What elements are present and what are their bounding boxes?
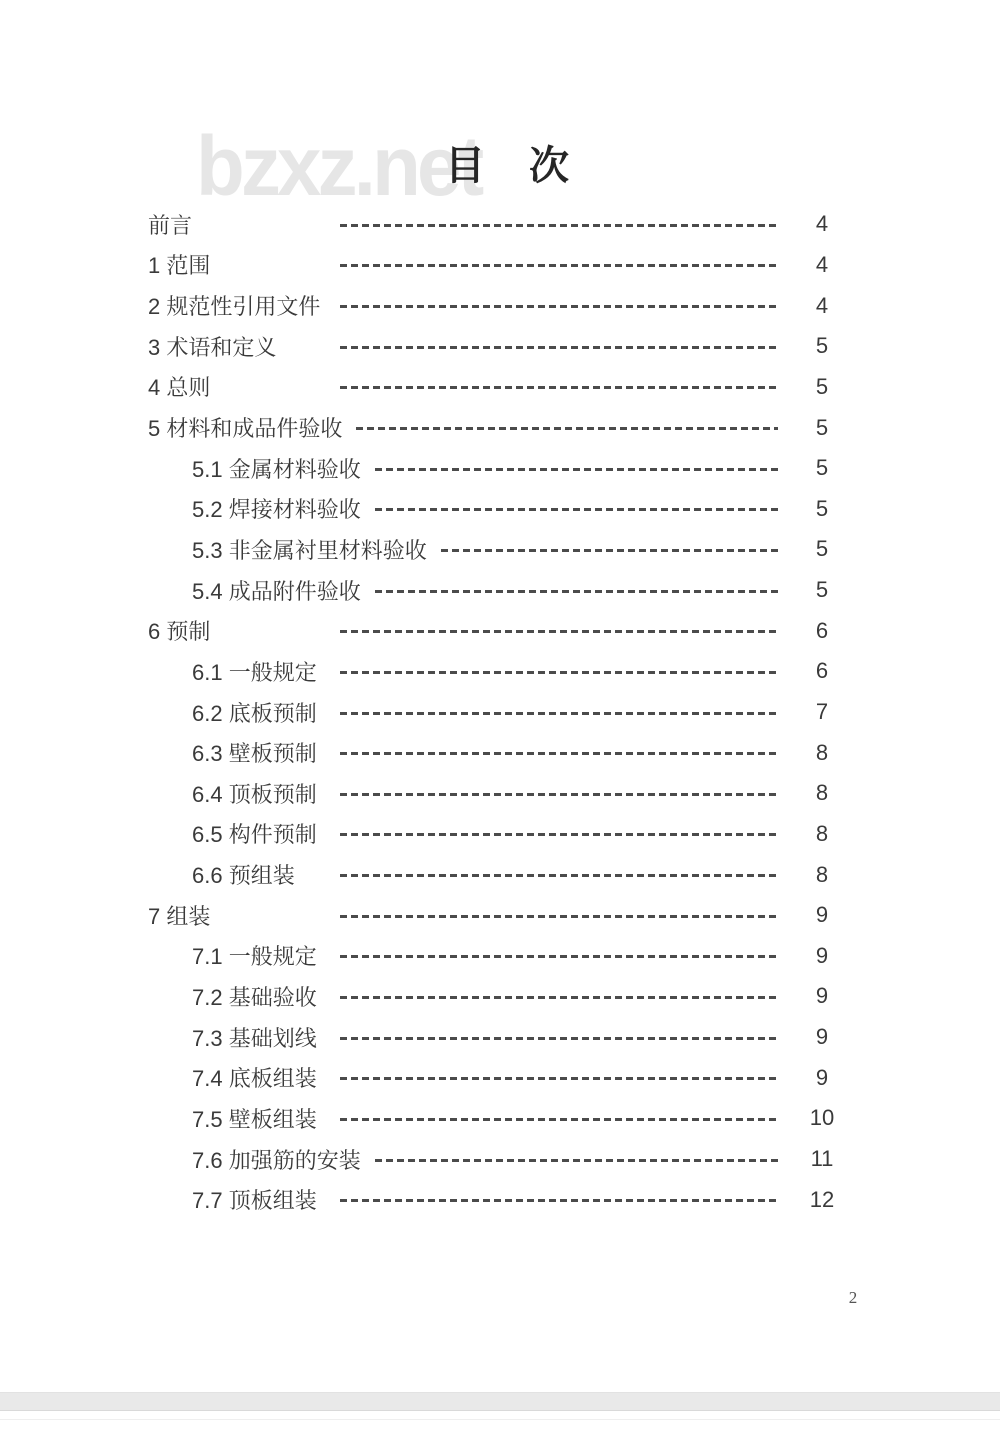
toc-entry: [148, 976, 852, 1017]
dotted-leader: [340, 671, 778, 674]
toc-entry: [148, 285, 852, 326]
toc-entry-label: 4 总则: [148, 375, 211, 401]
toc-entry: [148, 692, 852, 733]
dotted-leader: [340, 305, 778, 308]
dotted-leader: [340, 346, 778, 349]
dotted-leader: [340, 915, 778, 918]
toc-entry-label: 6.5 构件预制: [192, 822, 317, 848]
toc-entry-label: 6.4 顶板预制: [192, 781, 317, 807]
toc-entry: [148, 651, 852, 692]
dotted-leader: [340, 1037, 778, 1040]
toc-entry-label: 7 组装: [148, 903, 211, 929]
toc-entry: [148, 367, 852, 408]
toc-entry: [148, 326, 852, 367]
toc-entry-page: 5: [815, 333, 829, 359]
toc-entry-label: 6.1 一般规定: [192, 659, 317, 685]
toc-entry: [148, 1098, 852, 1139]
toc-entry-page: 8: [815, 739, 829, 765]
toc-entry-page: 9: [815, 1024, 829, 1050]
toc-entry-label: 3 术语和定义: [148, 334, 277, 360]
toc-entry-page: 5: [815, 495, 829, 521]
toc-entry-label: 前言: [148, 212, 193, 238]
page-number: 2: [848, 1288, 858, 1307]
toc-entry: [148, 895, 852, 936]
dotted-leader: [340, 264, 778, 267]
toc-entry: [148, 814, 852, 855]
toc-entry-page: 8: [815, 780, 829, 806]
dotted-leader: [340, 630, 778, 633]
toc-entry-page: 6: [815, 617, 829, 643]
dotted-leader: [340, 224, 778, 227]
toc-entry-page: 8: [815, 861, 829, 887]
toc-entry-page: 11: [810, 1146, 834, 1172]
toc-entry-label: 6.3 壁板预制: [192, 741, 317, 767]
dotted-leader: [340, 386, 778, 389]
toc-entry-page: 10: [809, 1105, 835, 1131]
toc-entry-label: 2 规范性引用文件: [148, 294, 321, 320]
toc-entry-label: 5.4 成品附件验收: [192, 578, 361, 604]
dotted-leader: [340, 1199, 778, 1202]
toc-entry-label: 7.2 基础验收: [192, 984, 317, 1010]
toc-entry: [148, 936, 852, 977]
toc-entry-page: 9: [815, 902, 829, 928]
toc-entry-page: 4: [815, 251, 829, 277]
toc-entry: [148, 854, 852, 895]
toc-entry: [148, 570, 852, 611]
toc-entry-label: 5.3 非金属衬里材料验收: [192, 537, 427, 563]
dotted-leader: [441, 549, 778, 552]
dotted-leader: [340, 1118, 778, 1121]
toc-entry: [148, 1017, 852, 1058]
dotted-leader: [375, 508, 778, 511]
page-edge-bar: [0, 1392, 1000, 1411]
toc-entry: [148, 529, 852, 570]
toc-entry: [148, 1057, 852, 1098]
toc-entry-label: 5 材料和成品件验收: [148, 416, 343, 442]
toc-entry-page: 8: [815, 820, 829, 846]
toc-list: [148, 204, 852, 1220]
toc-entry: [148, 610, 852, 651]
toc-entry: [148, 1179, 852, 1220]
toc-entry-page: 6: [815, 658, 829, 684]
toc-entry: [148, 245, 852, 286]
dotted-leader: [340, 712, 778, 715]
watermark: bzxz.net: [196, 119, 481, 213]
toc-entry-page: 5: [815, 536, 829, 562]
toc-entry: [148, 407, 852, 448]
toc-entry-page: 12: [809, 1186, 835, 1212]
dotted-leader: [340, 1077, 778, 1080]
dotted-leader: [340, 874, 778, 877]
dotted-leader: [356, 427, 778, 430]
toc-entry: [148, 773, 852, 814]
toc-entry: [148, 488, 852, 529]
dotted-leader: [340, 752, 778, 755]
toc-entry-label: 6 预制: [148, 619, 211, 645]
toc-entry: [148, 204, 852, 245]
toc-entry-page: 5: [815, 414, 829, 440]
toc-entry-page: 9: [815, 1064, 829, 1090]
dotted-leader: [340, 833, 778, 836]
toc-entry-page: 9: [815, 983, 829, 1009]
toc-entry-label: 5.1 金属材料验收: [192, 456, 361, 482]
dotted-leader: [375, 468, 778, 471]
dotted-leader: [375, 1159, 778, 1162]
toc-entry-page: 9: [815, 942, 829, 968]
toc-entry-page: 4: [815, 292, 829, 318]
toc-entry-label: 7.5 壁板组装: [192, 1106, 317, 1132]
toc-entry-label: 7.6 加强筋的安装: [192, 1147, 361, 1173]
toc-entry-page: 5: [815, 373, 829, 399]
toc-entry: [148, 1139, 852, 1180]
page-edge-hairline: [0, 1419, 1000, 1420]
dotted-leader: [340, 955, 778, 958]
toc-entry: [148, 448, 852, 489]
toc-entry-label: 5.2 焊接材料验收: [192, 497, 361, 523]
toc-entry-label: 1 范围: [148, 253, 211, 279]
dotted-leader: [375, 590, 778, 593]
dotted-leader: [340, 996, 778, 999]
toc-entry-label: 7.7 顶板组装: [192, 1188, 317, 1214]
toc-entry-page: 5: [815, 455, 829, 481]
dotted-leader: [340, 793, 778, 796]
toc-entry-label: 7.1 一般规定: [192, 944, 317, 970]
toc-entry-label: 7.4 底板组装: [192, 1066, 317, 1092]
toc-entry: [148, 732, 852, 773]
toc-entry-label: 6.2 底板预制: [192, 700, 317, 726]
toc-entry-page: 4: [815, 211, 829, 237]
page-title: 目 次: [445, 144, 571, 188]
toc-entry-label: 6.6 预组装: [192, 863, 295, 889]
toc-entry-label: 7.3 基础划线: [192, 1025, 317, 1051]
toc-entry-page: 7: [815, 699, 829, 724]
toc-entry-page: 5: [815, 577, 829, 603]
